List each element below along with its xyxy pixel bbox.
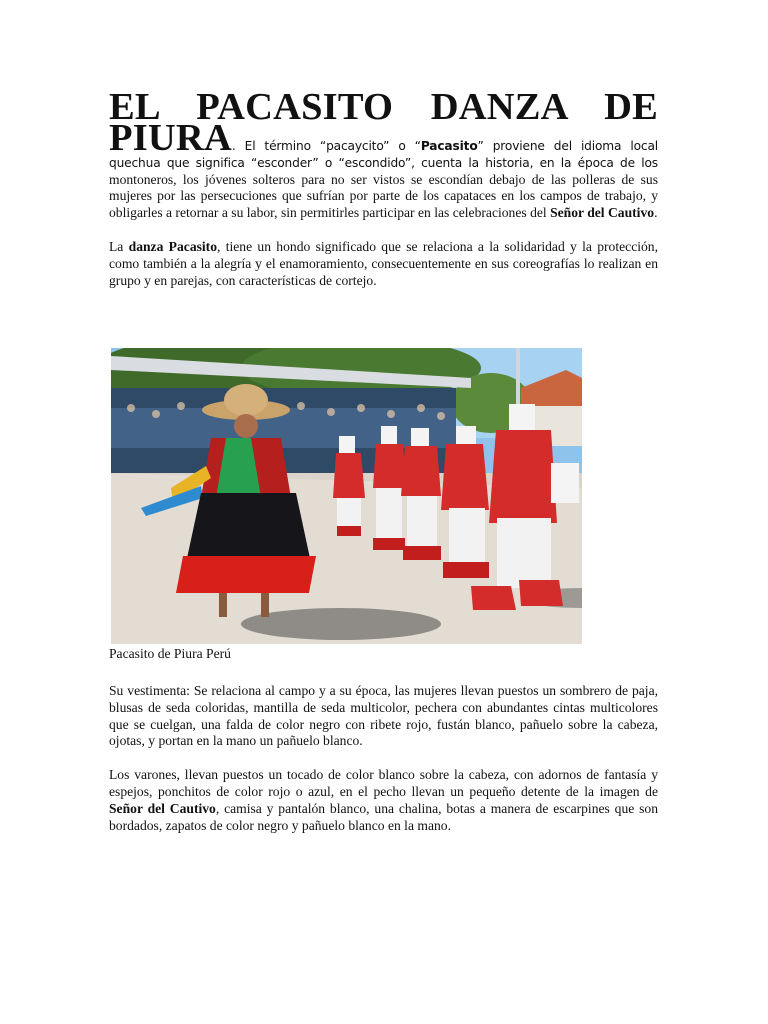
intro-text-end: . xyxy=(654,205,658,221)
dance-photo xyxy=(111,348,582,644)
document-title-line-2: PIURA xyxy=(109,117,232,159)
intro-text-start: . El término “pacaycito” o “ xyxy=(231,139,421,153)
after-photo-section xyxy=(109,683,658,834)
paragraph-varones-lead: Los varones, llevan puestos un tocado de color blanco sobre la cabeza, con adornos de fantasía y espejos, ponchitos de color rojo o azul, en el pecho llevan un pequeño detente de la imagen de xyxy=(109,767,658,799)
paragraph-vestimenta: Su vestimenta: Se relaciona al campo y a su época, las mujeres llevan puestos un sombrero de paja, blusas de seda coloridas, mantilla de seda multicolor, pechera con abundantes cintas multicolores que se cuelgan, una falda de color negro con ribete rojo, fustán blanco, pañuelo sobre la cabeza, ojotas, y portan en la mano un pañuelo blanco. xyxy=(109,683,658,749)
document-title-line-1: EL PACASITO DANZA DE xyxy=(109,86,658,128)
paragraph-varones-bold: Señor del Cautivo xyxy=(109,800,216,816)
intro-paragraph xyxy=(109,117,658,222)
photo-caption: Pacasito de Piura Perú xyxy=(109,646,231,661)
paragraph-danza-lead: La xyxy=(109,238,129,254)
intro-bold-senor: Señor del Cautivo xyxy=(550,205,655,221)
intro-text-quechua: ” proviene del idioma local quechua que significa “esconder” o “escondido”, cuenta la historia, en la época de los xyxy=(109,139,658,170)
intro-bold-pacasito: Pacasito xyxy=(420,139,478,153)
paragraph-danza-bold: danza Pacasito xyxy=(128,238,218,254)
intro-text-rest: montoneros, los jóvenes solteros para no ser vistos se escondían debajo de las polleras de sus mujeres por las persecuciones que sufrían por parte de los capataces en los campos de trabajo, y obligarles a retornar a su labor, sin permitirles participar en las celebraciones del xyxy=(109,171,658,221)
dance-photo-illustration xyxy=(111,348,582,644)
paragraph-varones-rest: , camisa y pantalón blanco, una chalina, botas a manera de escarpines que son bordados, zapatos de color negro y pañuelo blanco en la mano. xyxy=(109,800,659,833)
paragraph-danza-rest: , tiene un hondo significado que se relaciona a la solidaridad y la protección, como también a la alegría y el enamoramiento, consecuentemente en sus coreografías lo realizan en grupo y en parejas, con características de cortejo. xyxy=(109,238,659,288)
paragraph-danza xyxy=(109,239,658,289)
paragraph-varones xyxy=(109,767,658,834)
document-page xyxy=(109,86,659,833)
